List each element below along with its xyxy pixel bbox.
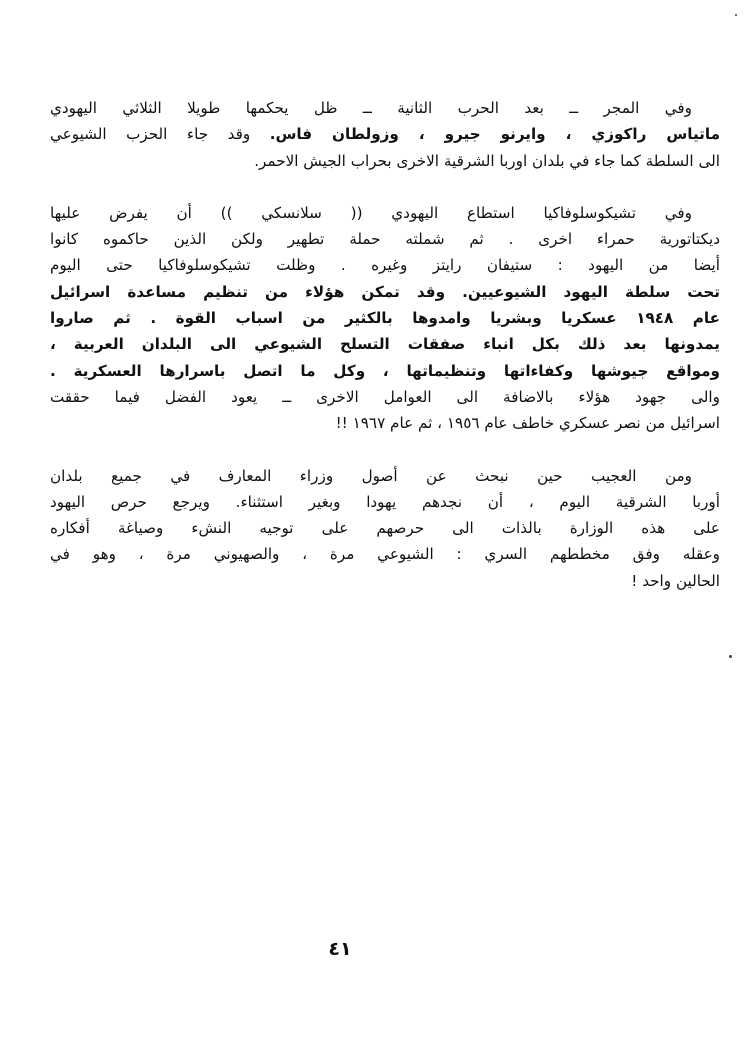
- text-line: على هذه الوزارة بالذات الى حرصهم على توجيه النشء وصياغة أفكاره: [50, 519, 720, 538]
- text-line: ديكتاتورية حمراء اخرى . ثم شملته حملة تطهير ولكن الذين حاكموه كانوا: [50, 230, 720, 249]
- text-line: ومن العجيب حين نبحث عن أصول وزراء المعارف في جميع بلدان: [50, 466, 692, 485]
- paragraph-hungary: [50, 95, 720, 174]
- body-text: [50, 95, 720, 594]
- text-line: ومواقع جيوشها وكفاءاتها وتنظيماتها ، وكل ما اتصل باسرارها العسكرية .: [50, 361, 720, 380]
- page-number: ٤١: [328, 938, 352, 960]
- scan-speck: [735, 14, 737, 16]
- text-line: الى السلطة كما جاء في بلدان اوربا الشرقية الاخرى بحراب الجيش الاحمر.: [254, 151, 720, 170]
- text-line: تحت سلطة اليهود الشيوعيين. وقد تمكن هؤلاء من تنظيم مساعدة اسرائيل: [50, 282, 720, 301]
- bold-names: ماتياس راكوزي ، وايرنو جيرو ، وزولطان فاس.: [269, 125, 720, 144]
- text-line: وفي المجر ــ بعد الحرب الثانية ــ ظل يحكمها طويلا الثلاثي اليهودي: [50, 99, 692, 117]
- text-line: وفي تشيكوسلوفاكيا استطاع اليهودي (( سلانسكي )) أن يفرض عليها: [50, 203, 692, 222]
- text-line: عام ١٩٤٨ عسكريا وبشريا وامدوها بالكثير من اسباب القوة . ثم صاروا: [50, 309, 720, 328]
- text-line: أيضا من اليهود : ستيفان رايتز وغيره . وظلت تشيكوسلوفاكيا حتى اليوم: [50, 256, 720, 275]
- text-line: اسرائيل من نصر عسكري خاطف عام ١٩٥٦ ، ثم عام ١٩٦٧ !!: [335, 414, 720, 433]
- paragraph-education-ministers: [50, 463, 720, 594]
- paragraph-czechoslovakia: [50, 200, 720, 437]
- text-line: يمدونها بعد ذلك بكل انباء صفقات التسلح الشيوعي الى البلدان العربية ،: [50, 335, 720, 354]
- scan-speck: [729, 655, 732, 658]
- text-line-rest: وقد جاء الحزب الشيوعي: [50, 125, 270, 144]
- text-line: [50, 121, 720, 147]
- text-line: والى جهود هؤلاء بالاضافة الى العوامل الاخرى ــ يعود الفضل فيما حققت: [50, 387, 720, 406]
- text-line: الحالين واحد !: [631, 571, 720, 590]
- text-line: وعقله وفق مخططهم السري : الشيوعي مرة ، والصهيوني مرة ، وهو في: [50, 545, 720, 564]
- text-line: أوربا الشرقية اليوم ، أن نجدهم يهودا وبغير استثناء. ويرجع حرص اليهود: [50, 492, 720, 511]
